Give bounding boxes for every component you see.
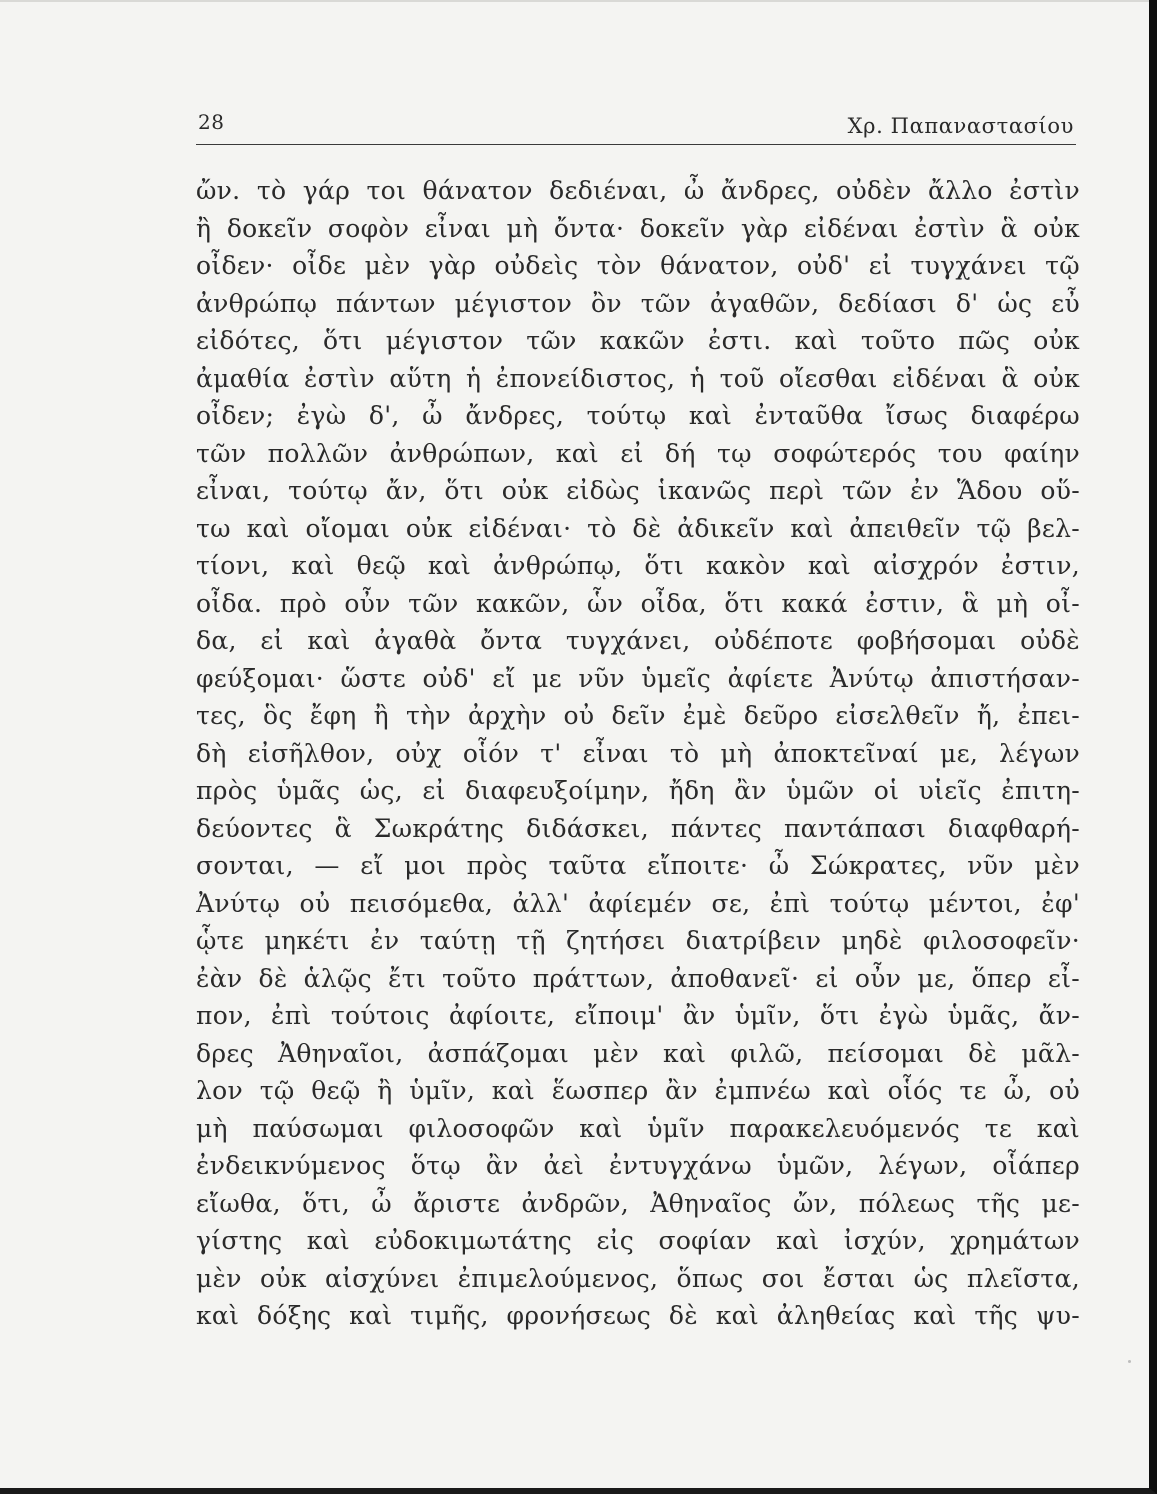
text-line: τῶν πολλῶν ἀνθρώπων, καὶ εἰ δή τῳ σοφώτερός του φαίην: [196, 438, 1080, 468]
text-line: ἐὰν δὲ ἁλῷς ἔτι τοῦτο πράττων, ἀποθανεῖ· εἰ οὖν με, ὅπερ εἶ-: [196, 963, 1080, 993]
text-line: τίονι, καὶ θεῷ καὶ ἀνθρώπῳ, ὅτι κακὸν καὶ αἰσχρόν ἐστιν,: [196, 551, 1080, 580]
text-line: εἶναι, τούτῳ ἄν, ὅτι οὐκ εἰδὼς ἱκανῶς περὶ τῶν ἐν Ἅδου οὕ-: [196, 476, 1080, 505]
running-header: [196, 108, 1076, 145]
text-line: λον τῷ θεῷ ἢ ὑμῖν, καὶ ἕωσπερ ἂν ἐμπνέω καὶ οἷός τε ὦ, οὐ: [196, 1076, 1080, 1105]
text-line: οἶδεν; ἐγὼ δ', ὦ ἄνδρες, τούτῳ καὶ ἐνταῦθα ἴσως διαφέρω: [196, 401, 1080, 430]
text-line: τες, ὃς ἔφη ἢ τὴν ἀρχὴν οὐ δεῖν ἐμὲ δεῦρο εἰσελθεῖν ἤ, ἐπει-: [196, 701, 1080, 730]
text-line: ἀνθρώπῳ πάντων μέγιστον ὂν τῶν ἀγαθῶν, δεδίασι δ' ὡς εὖ: [196, 288, 1080, 318]
text-line: εἰδότες, ὅτι μέγιστον τῶν κακῶν ἐστι. καὶ τοῦτο πῶς οὐκ: [196, 326, 1080, 355]
text-line: δὴ εἰσῆλθον, οὐχ οἷόν τ' εἶναι τὸ μὴ ἀποκτεῖναί με, λέγων: [196, 738, 1080, 768]
text-line: καὶ δόξης καὶ τιμῆς, φρονήσεως δὲ καὶ ἀληθείας καὶ τῆς ψυ-: [196, 1301, 1080, 1330]
text-line: πον, ἐπὶ τούτοις ἀφίοιτε, εἴποιμ' ἂν ὑμῖν, ὅτι ἐγὼ ὑμᾶς, ἄν-: [196, 1001, 1080, 1030]
text-line: δεύοντες ἃ Σωκράτης διδάσκει, πάντες παντάπασι διαφθαρή-: [196, 813, 1080, 843]
text-line: πρὸς ὑμᾶς ὡς, εἰ διαφευξοίμην, ἤδη ἂν ὑμῶν οἱ υἱεῖς ἐπιτη-: [196, 776, 1080, 805]
text-line: ἀμαθία ἐστὶν αὕτη ἡ ἐπονείδιστος, ἡ τοῦ οἴεσθαι εἰδέναι ἃ οὐκ: [196, 363, 1080, 393]
text-line: δα, εἰ καὶ ἀγαθὰ ὄντα τυγχάνει, οὐδέποτε φοβήσομαι οὐδὲ: [196, 626, 1080, 655]
text-line: γίστης καὶ εὐδοκιμωτάτης εἰς σοφίαν καὶ ἰσχύν, χρημάτων: [196, 1226, 1080, 1255]
text-line: τω καὶ οἴομαι οὐκ εἰδέναι· τὸ δὲ ἀδικεῖν καὶ ἀπειθεῖν τῷ βελ-: [196, 513, 1080, 543]
text-line: μὴ παύσωμαι φιλοσοφῶν καὶ ὑμῖν παρακελευόμενός τε καὶ: [196, 1113, 1080, 1143]
page-number: 28: [198, 110, 225, 134]
text-line: οἶδεν· οἶδε μὲν γὰρ οὐδεὶς τὸν θάνατον, οὐδ' εἰ τυγχάνει τῷ: [196, 251, 1080, 280]
text-line: οἶδα. πρὸ οὖν τῶν κακῶν, ὧν οἶδα, ὅτι κακά ἐστιν, ἃ μὴ οἶ-: [196, 588, 1080, 618]
text-line: ἐνδεικνύμενος ὅτῳ ἂν ἀεὶ ἐντυγχάνω ὑμῶν, λέγων, οἷάπερ: [196, 1151, 1080, 1180]
paper-speck: [1128, 1360, 1131, 1363]
text-line: σονται, — εἴ μοι πρὸς ταῦτα εἴποιτε· ὦ Σώκρατες, νῦν μὲν: [196, 851, 1080, 880]
text-line: μὲν οὐκ αἰσχύνει ἐπιμελούμενος, ὅπως σοι ἔσται ὡς πλεῖστα,: [196, 1263, 1080, 1293]
text-line: Ἀνύτῳ οὐ πεισόμεθα, ἀλλ' ἀφίεμέν σε, ἐπὶ τούτῳ μέντοι, ἐφ': [196, 888, 1080, 918]
running-title: Χρ. Παπαναστασίου: [847, 114, 1074, 138]
text-line: ἢ δοκεῖν σοφὸν εἶναι μὴ ὄντα· δοκεῖν γὰρ εἰδέναι ἐστὶν ἃ οὐκ: [196, 213, 1080, 243]
text-line: ᾧτε μηκέτι ἐν ταύτῃ τῇ ζητήσει διατρίβειν μηδὲ φιλοσοφεῖν·: [196, 926, 1080, 955]
text-line: δρες Ἀθηναῖοι, ἀσπάζομαι μὲν καὶ φιλῶ, πείσομαι δὲ μᾶλ-: [196, 1038, 1080, 1068]
text-line: φεύξομαι· ὥστε οὐδ' εἴ με νῦν ὑμεῖς ἀφίετε Ἀνύτῳ ἀπιστήσαν-: [196, 663, 1080, 693]
text-line: ὤν. τὸ γάρ τοι θάνατον δεδιέναι, ὦ ἄνδρες, οὐδὲν ἄλλο ἐστὶν: [196, 176, 1080, 205]
text-line: εἴωθα, ὅτι, ὦ ἄριστε ἀνδρῶν, Ἀθηναῖος ὤν, πόλεως τῆς με-: [196, 1188, 1080, 1218]
body-text: [196, 172, 1080, 1335]
